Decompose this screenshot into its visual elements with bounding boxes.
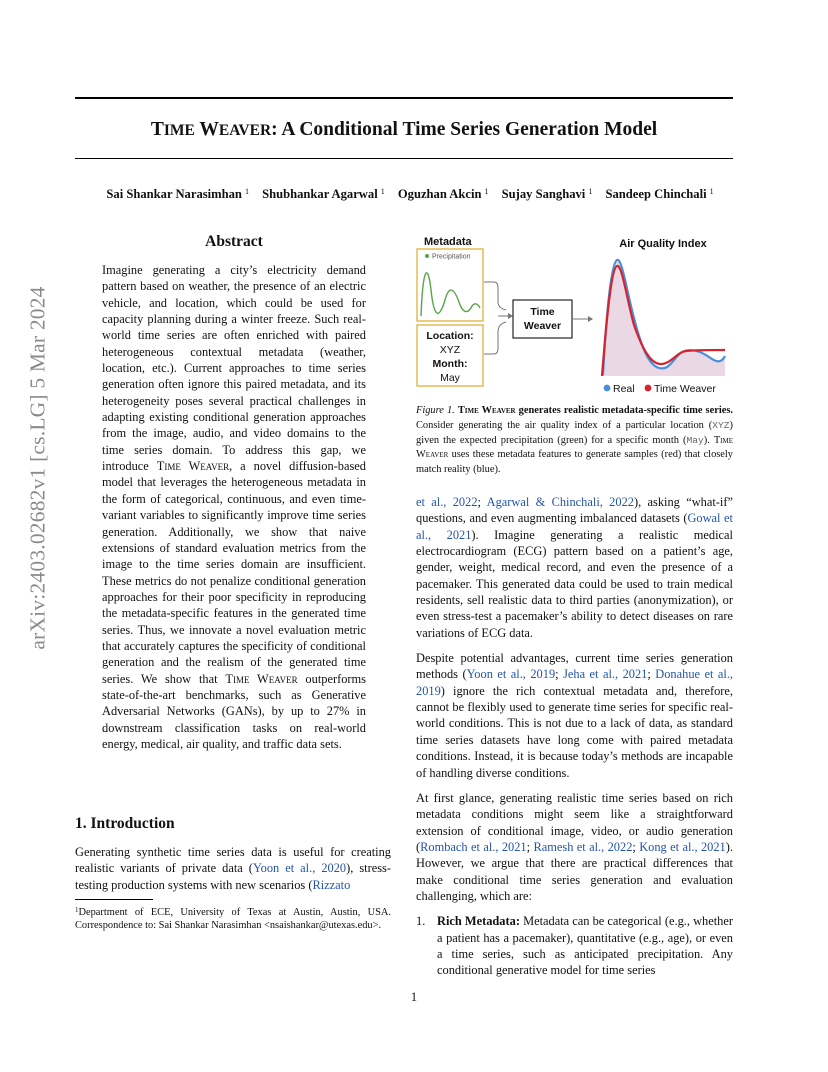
legend-real-label: Real bbox=[613, 383, 635, 395]
author: Sandeep Chinchali $^1$ bbox=[605, 187, 714, 201]
right-column-text bbox=[416, 494, 733, 979]
citation-link[interactable]: Agarwal & Chinchali, 2022 bbox=[486, 495, 634, 509]
figure-diagram bbox=[412, 230, 734, 400]
aqi-title: Air Quality Index bbox=[619, 238, 707, 250]
abstract-text: Imagine generating a city’s electricity demand pattern based on weather, the presence of an electric vehicle, and location, which could be used for capacity planning during a winter freeze. Such real-world time series are often enriched with paired heterogeneous contextual metadata (weather, location, etc.). Current approaches to time series generation often ignore this paired metadata, and its heterogeneity poses several practical challenges in adapting existing conditional generation approaches from the image, audio, and video domains to the time series domain. To address this gap, we introduce Time Weaver, a novel diffusion-based model that leverages the heterogeneous metadata in the form of categorical, continuous, and even time-variant variables to significantly improve time series generation. Additionally, we show that naive extensions of standard evaluation metrics from the image to the time series domain are insufficient. These metrics do not penalize conditional generation approaches for their poor specificity in reproducing the metadata-specific features in the generated time series. Thus, we innovate a novel evaluation metric that accurately captures the specificity of conditional generation and the realism of the generated time series. We show that Time Weaver outperforms state-of-the-art benchmarks, such as Generative Adversarial Networks (GANs), by up to 27% in downstream classification tasks on real-world energy, medical, air quality, and traffic data sets. bbox=[102, 263, 366, 751]
page-number: 1 bbox=[410, 990, 418, 1004]
introduction-text: Generating synthetic time series data is useful for creating realistic variants of private data (Yoon et al., 2020), stress-testing production systems with new scenarios (Rizzato bbox=[75, 845, 391, 892]
citation-link[interactable]: Yoon et al., 2019 bbox=[466, 667, 556, 682]
output-arrowhead bbox=[588, 316, 593, 322]
citation-link[interactable]: et al., 2022 bbox=[416, 495, 478, 509]
aqi-area-shade bbox=[602, 262, 725, 376]
section-heading-introduction: 1. Introduction bbox=[75, 815, 175, 832]
citation-link[interactable]: Donahue et al., 2019 bbox=[416, 667, 734, 698]
paragraph: At first glance, generating realistic time series based on rich metadata conditions might seem like a straightforward extension of conditional image, video, or audio generation (Rombach et al., 2021; Ramesh et al., 2022; Kong et al., 2021). However, we argue that there are practical differences that make conditional time series generation and evaluation challenging, which are: bbox=[416, 790, 733, 903]
figure-1 bbox=[412, 230, 734, 400]
author: Oguzhan Akcin $^1$ bbox=[397, 187, 489, 201]
title-top-rule bbox=[75, 97, 733, 99]
citation-link[interactable]: Ramesh et al., 2022 bbox=[533, 839, 633, 854]
citation-link[interactable]: Jeha et al., 2021 bbox=[563, 667, 648, 682]
title-bottom-rule bbox=[75, 158, 733, 159]
legend-real-dot bbox=[604, 385, 611, 392]
model-label-line1: Time bbox=[530, 306, 555, 318]
metadata-title: Metadata bbox=[424, 236, 472, 248]
legend-time-weaver-label: Time Weaver bbox=[654, 383, 716, 395]
paragraph: Despite potential advantages, current time series generation methods (Yoon et al., 2019; Jeha et al., 2021; Donahue et al., 2019) ignore the rich contextual metadata and, therefore, cannot be flexibly used to generate time series for specific real-world conditions. This is not due to a lack of data, as standard time series datasets have long come with paired metadata conditions. Instead, it is because today’s methods are incapable of handling diverse conditions. bbox=[416, 651, 734, 780]
author: Sujay Sanghavi $^1$ bbox=[501, 187, 593, 201]
paragraph: et al., 2022; Agarwal & Chinchali, 2022), asking “what-if” questions, and even augmenting imbalanced datasets (Gowal et al., 2021). Imagine generating a realistic medical electrocardiogram (ECG) pattern based on a patient’s age, gender, weight, medical record, and even the presence of a pacemaker. This generated data could be used to train medical residents, sell realistic data to third parties (anonymization), or even stress-test a pacemaker’s ability to detect diseases on rare variations of ECG data. bbox=[416, 495, 733, 640]
precipitation-legend-dot bbox=[425, 254, 429, 258]
affiliation-footnote: $^1$Department of ECE, University of Texas at Austin, Austin, USA. Correspondence to: Sai Shankar Narasimhan <nsaishankar@utexas.edu>. bbox=[75, 906, 391, 932]
footnote-rule bbox=[75, 899, 153, 900]
input-arrowhead bbox=[508, 313, 513, 319]
citation-link[interactable]: Rizzato bbox=[312, 877, 351, 892]
location-value: XYZ bbox=[439, 344, 461, 356]
paper-title: TIME WEAVER: A Conditional Time Series Generation Model bbox=[150, 119, 658, 140]
figure-caption: Figure 1. Time Weaver generates realistic metadata-specific time series. Consider generating the air quality index of a particular location (XYZ) given the expected precipitation (green) for a specific month (May). Time Weaver uses these metadata features to generate samples (red) that closely match reality (blue). bbox=[416, 405, 734, 476]
precipitation-legend-label: Precipitation bbox=[432, 253, 471, 261]
model-label-line2: Weaver bbox=[523, 320, 562, 332]
author: Shubhankar Agarwal $^1$ bbox=[262, 187, 385, 201]
connector-lines bbox=[484, 282, 506, 354]
citation-link[interactable]: Kong et al., 2021 bbox=[639, 839, 726, 854]
citation-link[interactable]: Rombach et al., 2021 bbox=[420, 839, 527, 854]
list-item: 1. Rich Metadata: Metadata can be categorical (e.g., whether a patient has a pacemaker), quantitative (e.g., age), or even a time series, such as anticipated precipitation. Any conditional generative model for time series bbox=[416, 914, 733, 978]
citation-link[interactable]: Gowal et al., 2021 bbox=[416, 511, 733, 542]
month-label: Month: bbox=[432, 358, 468, 370]
month-value: May bbox=[440, 372, 460, 384]
abstract-heading: Abstract bbox=[205, 233, 263, 250]
author: Sai Shankar Narasimhan $^1$ bbox=[106, 187, 249, 201]
legend-time-weaver-dot bbox=[645, 385, 652, 392]
location-label: Location: bbox=[426, 330, 474, 342]
citation-link[interactable]: Yoon et al., 2020 bbox=[252, 861, 347, 876]
author-list bbox=[60, 187, 760, 202]
challenge-list bbox=[416, 913, 733, 978]
